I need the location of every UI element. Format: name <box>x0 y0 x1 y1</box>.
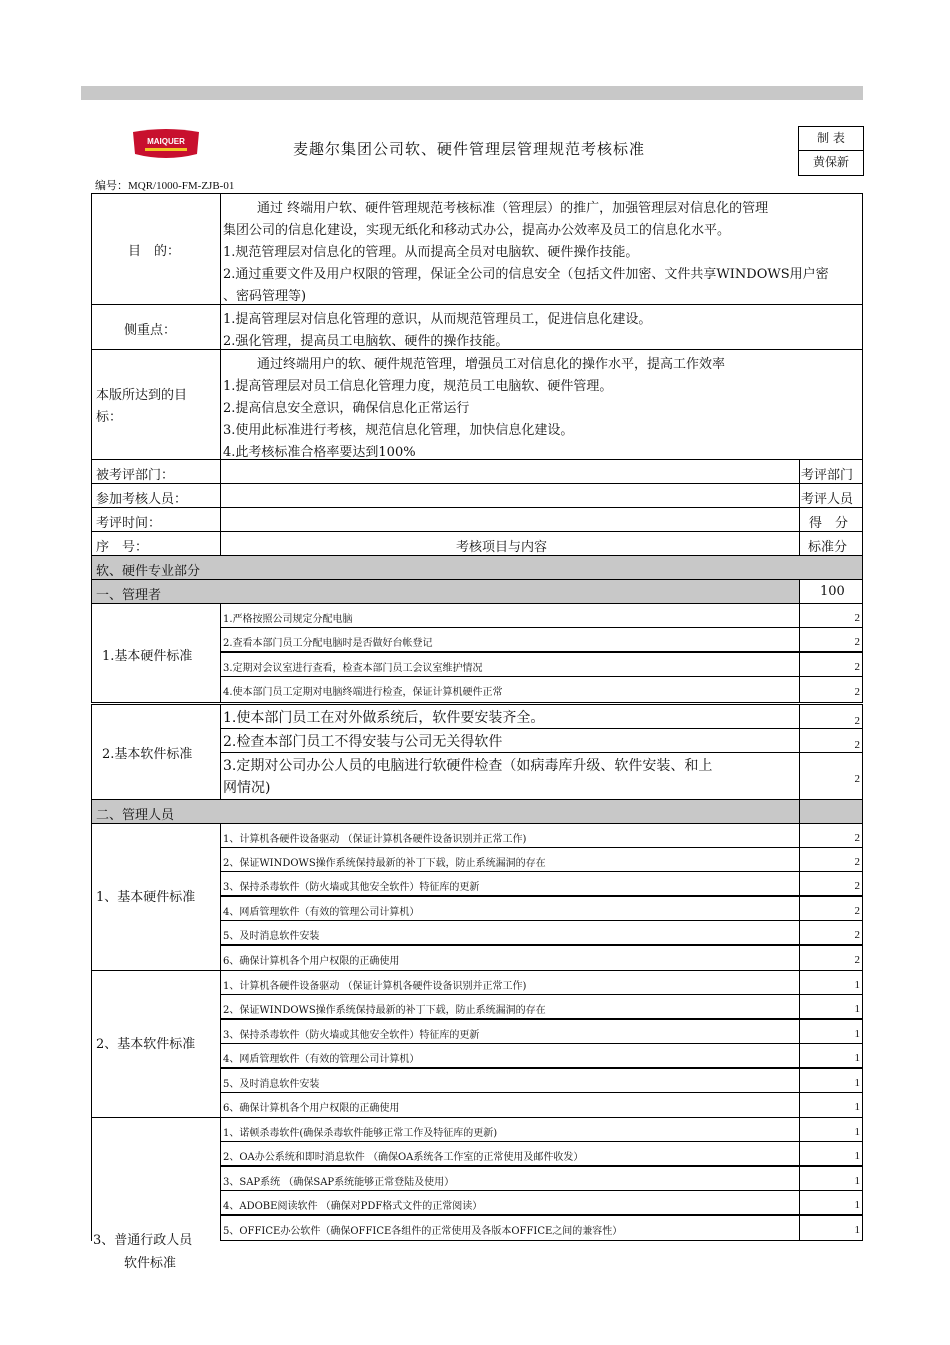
focus-label: 侧重点： <box>124 323 177 338</box>
item-score: 2 <box>854 773 860 785</box>
item-cell <box>220 704 800 729</box>
item-score: 2 <box>854 715 860 727</box>
item-score: 2 <box>854 686 860 698</box>
item-text: 1、计算机各硬件设备驱动 （保证计算机各硬件设备识别并正常工作) <box>223 834 527 845</box>
score-cell <box>799 1043 863 1068</box>
focus-line: 2.强化管理，提高员工电脑软、硬件的操作技能。 <box>223 334 509 349</box>
item-text: 5、及时消息软件安装 <box>223 931 320 942</box>
item-cell <box>220 627 800 652</box>
item-cell <box>220 1092 800 1118</box>
score-cell <box>799 970 863 995</box>
item-cell <box>220 1215 800 1241</box>
focus-content-cell <box>220 304 863 350</box>
item-cell <box>220 1117 800 1142</box>
score-cell <box>799 1117 863 1142</box>
group-label: 2.基本软件标准 <box>102 747 193 762</box>
item-text: 3.定期对公司办公人员的电脑进行软硬件检查（如病毒库升级、软件安装、和上 <box>223 758 713 774</box>
group-label: 3、普通行政人员 <box>93 1233 193 1248</box>
score-cell <box>799 728 863 753</box>
score-cell <box>799 627 863 652</box>
item-score: 1 <box>854 1150 860 1162</box>
info-value-cell <box>220 483 800 508</box>
goal-label: 本版所达到的目 <box>96 388 188 403</box>
score-cell <box>799 1190 863 1215</box>
item-score: 1 <box>854 1101 860 1113</box>
score-cell <box>799 920 863 945</box>
group-label: 2、基本软件标准 <box>96 1037 196 1052</box>
item-cell <box>220 994 800 1019</box>
item-text: 1、计算机各硬件设备驱动 （保证计算机各硬件设备识别并正常工作) <box>223 981 527 992</box>
purpose-line: 、密码管理等) <box>223 289 307 304</box>
item-cell <box>220 676 800 703</box>
item-text: 3、保持杀毒软件（防火墙或其他安全软件）特征库的更新 <box>223 882 480 893</box>
item-cell <box>220 652 800 677</box>
score-cell <box>799 752 863 800</box>
item-text: 4、ADOBE阅读软件 （确保对PDF格式文件的正常阅读） <box>223 1201 483 1212</box>
item-score: 1 <box>854 1126 860 1138</box>
item-score: 2 <box>854 636 860 648</box>
maker-name: 黄保新 <box>799 150 863 174</box>
part2-score-cell <box>799 799 863 824</box>
info-right-cell <box>799 483 863 508</box>
column-header: 考核项目与内容 <box>456 540 548 555</box>
item-text: 2.查看本部门员工分配电脑时是否做好台帐登记 <box>223 638 433 649</box>
item-text: 2、保证WINDOWS操作系统保持最新的补丁下载，防止系统漏洞的存在 <box>223 1005 546 1016</box>
info-label-cell <box>91 507 221 532</box>
part2-title: 二、管理人员 <box>96 808 175 823</box>
item-score: 2 <box>854 612 860 624</box>
info-label-cell <box>91 459 221 484</box>
item-cell <box>220 1068 800 1093</box>
goal-line: 3.使用此标准进行考核，规范信息化管理，加快信息化建设。 <box>223 423 574 438</box>
item-score: 1 <box>854 1199 860 1211</box>
item-text: 6、确保计算机各个用户权限的正确使用 <box>223 1103 400 1114</box>
item-cell <box>220 871 800 896</box>
group-label-cell <box>91 970 221 1118</box>
item-cell <box>220 823 800 848</box>
item-cell <box>220 970 800 995</box>
info-label: 参加考核人员： <box>96 492 188 507</box>
group-label-cell <box>91 704 221 800</box>
logo-text: MAIQUER <box>147 137 185 146</box>
score-cell <box>799 994 863 1019</box>
part1-title-cell <box>91 579 800 604</box>
info-right: 考评部门 <box>801 468 854 483</box>
part1-score-cell <box>799 579 863 604</box>
focus-line: 1.提高管理层对信息化管理的意识，从而规范管理员工，促进信息化建设。 <box>223 312 652 327</box>
score-cell <box>799 676 863 703</box>
score-cell <box>799 1019 863 1044</box>
goal-line: 通过终端用户的软、硬件规范管理，增强员工对信息化的操作水平，提高工作效率 <box>257 357 726 372</box>
score-cell <box>799 1092 863 1118</box>
info-label-cell <box>91 483 221 508</box>
item-cell <box>220 896 800 921</box>
goal-line: 4.此考核标准合格率要达到100% <box>223 445 416 460</box>
item-cell <box>220 847 800 872</box>
info-label: 序 号： <box>96 540 149 555</box>
item-text: 1.严格按照公司规定分配电脑 <box>223 614 353 625</box>
goal-line: 1.提高管理层对员工信息化管理力度，规范员工电脑软、硬件管理。 <box>223 379 613 394</box>
score-cell <box>799 652 863 677</box>
item-text: 3、保持杀毒软件（防火墙或其他安全软件）特征库的更新 <box>223 1030 480 1041</box>
goal-label: 标： <box>96 410 123 425</box>
info-label: 考评时间： <box>96 516 162 531</box>
score-cell <box>799 945 863 971</box>
info-value-cell <box>220 531 800 556</box>
score-cell <box>799 1166 863 1191</box>
item-text: 1、诺顿杀毒软件(确保杀毒软件能够正常工作及特征库的更新) <box>223 1128 498 1139</box>
item-score: 2 <box>854 954 860 966</box>
info-right-cell <box>799 531 863 556</box>
purpose-line: 集团公司的信息化建设，实现无纸化和移动式办公，提高办公效率及员工的信息化水平。 <box>223 223 731 238</box>
purpose-content-cell <box>220 193 863 305</box>
item-cell <box>220 1141 800 1166</box>
item-score: 1 <box>854 1077 860 1089</box>
item-score: 2 <box>854 739 860 751</box>
item-score: 2 <box>854 905 860 917</box>
score-cell <box>799 1068 863 1093</box>
group-label-cell <box>91 823 221 971</box>
section-title: 软、硬件专业部分 <box>96 564 201 579</box>
item-cell <box>220 603 800 628</box>
section-title-cell <box>91 555 863 580</box>
info-right: 得 分 <box>809 516 849 531</box>
score-cell <box>799 871 863 896</box>
group-label-cell <box>91 1117 221 1241</box>
info-right-cell <box>799 459 863 484</box>
info-right: 标准分 <box>808 540 848 555</box>
item-score: 1 <box>854 1028 860 1040</box>
score-cell <box>799 1141 863 1166</box>
item-cell <box>220 1019 800 1044</box>
part2-title-cell <box>91 799 863 824</box>
score-cell <box>799 1215 863 1241</box>
item-text: 6、确保计算机各个用户权限的正确使用 <box>223 956 400 967</box>
item-cell <box>220 752 800 800</box>
info-label-cell <box>91 531 221 556</box>
maker-box <box>798 126 864 176</box>
item-text: 1.使本部门员工在对外做系统后，软件要安装齐全。 <box>223 710 545 726</box>
item-text: 2、OA办公系统和即时消息软件 （确保OA系统各工作室的正常使用及邮件收发） <box>223 1152 584 1163</box>
item-cell <box>220 1043 800 1068</box>
score-cell <box>799 896 863 921</box>
item-score: 1 <box>854 1052 860 1064</box>
item-cell <box>220 1190 800 1215</box>
info-right: 考评人员 <box>801 492 854 507</box>
group-label: 1、基本硬件标准 <box>96 890 196 905</box>
item-score: 1 <box>854 1003 860 1015</box>
item-text: 4、网盾管理软件（有效的管理公司计算机） <box>223 1054 420 1065</box>
item-score: 1 <box>854 1175 860 1187</box>
item-text: 3.定期对会议室进行查看，检查本部门员工会议室维护情况 <box>223 663 483 674</box>
item-score: 2 <box>854 856 860 868</box>
score-cell <box>799 823 863 848</box>
maker-label: 制 表 <box>817 131 845 145</box>
item-score: 2 <box>854 832 860 844</box>
group-label: 1.基本硬件标准 <box>102 649 193 664</box>
item-cell <box>220 920 800 945</box>
item-text: 网情况) <box>223 780 271 796</box>
score-cell <box>799 704 863 729</box>
part1-score: 100 <box>820 584 845 599</box>
item-text: 5、及时消息软件安装 <box>223 1079 320 1090</box>
item-cell <box>220 1166 800 1191</box>
score-cell <box>799 603 863 628</box>
focus-label-cell <box>91 304 221 350</box>
top-gray-bar <box>81 86 863 100</box>
item-score: 1 <box>854 979 860 991</box>
info-label: 被考评部门： <box>96 468 175 483</box>
info-right-cell <box>799 507 863 532</box>
score-cell <box>799 847 863 872</box>
item-score: 2 <box>854 880 860 892</box>
item-text: 5、OFFICE办公软件（确保OFFICE各组件的正常使用及各版本OFFICE之间的兼容性） <box>223 1226 623 1237</box>
company-logo <box>131 128 201 162</box>
document-number: 编号：MQR/1000-FM-ZJB-01 <box>95 180 235 192</box>
document-title: 麦趣尔集团公司软、硬件管理层管理规范考核标准 <box>293 140 646 158</box>
item-text: 2、保证WINDOWS操作系统保持最新的补丁下载，防止系统漏洞的存在 <box>223 858 546 869</box>
item-score: 2 <box>854 661 860 673</box>
item-text: 3、SAP系统 （确保SAP系统能够正常登陆及使用） <box>223 1177 455 1188</box>
purpose-line: 1.规范管理层对信息化的管理。从而提高全员对电脑软、硬件操作技能。 <box>223 245 639 260</box>
item-score: 2 <box>854 929 860 941</box>
purpose-label-cell <box>91 193 221 305</box>
item-cell <box>220 728 800 753</box>
item-cell <box>220 945 800 971</box>
info-value-cell <box>220 507 800 532</box>
item-score: 1 <box>854 1224 860 1236</box>
goal-line: 2.提高信息安全意识，确保信息化正常运行 <box>223 401 470 416</box>
goal-content-cell <box>220 349 863 460</box>
part1-title: 一、管理者 <box>96 588 162 603</box>
info-value-cell <box>220 459 800 484</box>
item-text: 4、网盾管理软件（有效的管理公司计算机） <box>223 907 420 918</box>
group-label: 软件标准 <box>124 1256 177 1271</box>
purpose-label: 目 的： <box>128 244 181 259</box>
item-text: 2.检查本部门员工不得安装与公司无关得软件 <box>223 734 503 750</box>
purpose-line: 2.通过重要文件及用户权限的管理，保证全公司的信息安全（包括文件加密、文件共享WINDOWS用户密 <box>223 267 829 282</box>
purpose-line: 通过 终端用户软、硬件管理规范考核标准（管理层）的推广，加强管理层对信息化的管理 <box>257 201 769 216</box>
group-label-cell <box>91 603 221 703</box>
document-page <box>81 86 863 1271</box>
goal-label-cell <box>91 349 221 460</box>
item-text: 4.使本部门员工定期对电脑终端进行检查，保证计算机硬件正常 <box>223 687 503 698</box>
